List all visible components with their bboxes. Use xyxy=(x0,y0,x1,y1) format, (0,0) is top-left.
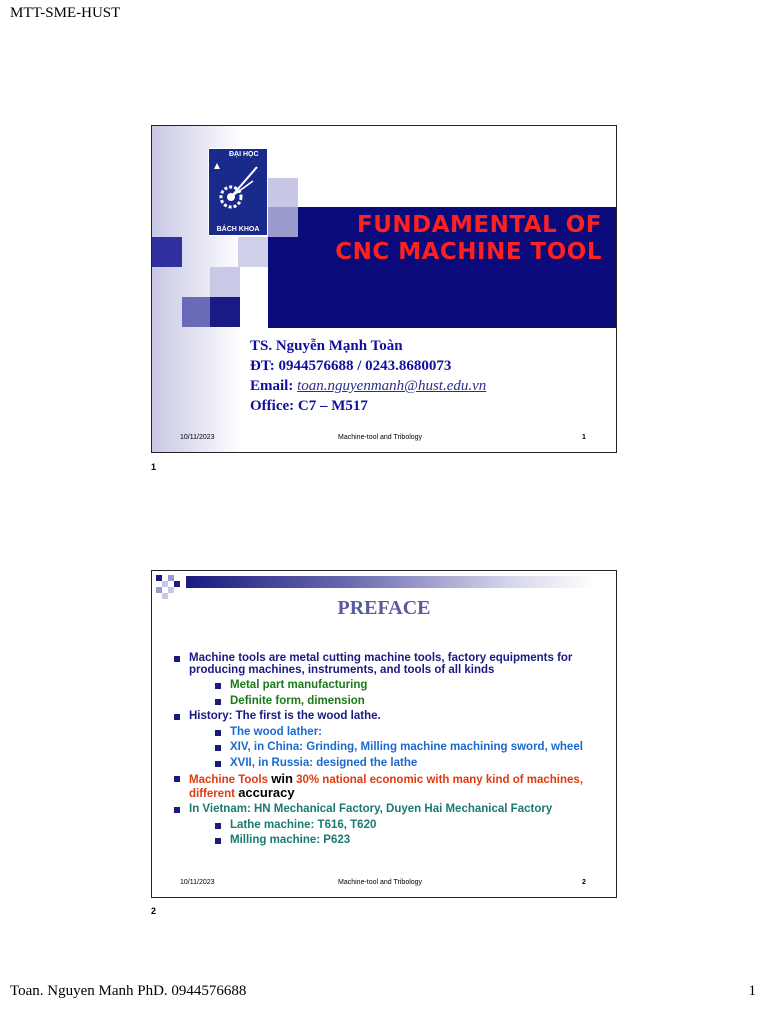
bullet-text: Lathe machine: T616, T620 xyxy=(230,818,377,831)
page-footer-author: Toan. Nguyen Manh PhD. 0944576688 xyxy=(10,983,247,999)
deco-square xyxy=(152,237,182,267)
bullet-icon xyxy=(215,699,221,705)
bullet-text: In Vietnam: HN Mechanical Factory, Duyen Hai Mechanical Factory xyxy=(189,803,553,815)
bullet-text: XIV, in China: Grinding, Milling machine machining sword, wheel xyxy=(230,741,583,753)
list-item xyxy=(213,835,602,847)
slide-title xyxy=(292,212,602,266)
bullet-text: Milling machine: P623 xyxy=(230,834,351,846)
bullet-text: 30% national economic with many kind of machines, different xyxy=(189,774,584,800)
bullet-text: Definite form, dimension xyxy=(230,694,365,707)
deco-square xyxy=(238,237,268,267)
slide-footer-date: 10/11/2023 xyxy=(180,879,215,886)
list-item xyxy=(172,773,602,800)
bullet-icon xyxy=(215,838,221,844)
list-item xyxy=(172,711,602,723)
slide-footer-number: 2 xyxy=(582,879,586,886)
slide-footer-number: 1 xyxy=(582,434,586,441)
phone: ĐT: 0944576688 / 0243.8680073 xyxy=(250,358,452,374)
university-logo xyxy=(208,148,268,236)
author-name: TS. Nguyễn Mạnh Toàn xyxy=(250,338,403,354)
bullet-icon xyxy=(174,776,180,782)
slide-caption-number: 2 xyxy=(151,906,157,916)
list-item xyxy=(172,653,602,676)
bullet-text: Machine Tools xyxy=(189,774,272,786)
slide-footer-center: Machine-tool and Tribology xyxy=(338,434,423,441)
slide-2 xyxy=(151,570,617,898)
list-item xyxy=(213,820,602,832)
office: Office: C7 – M517 xyxy=(250,398,368,414)
slide-title: PREFACE xyxy=(337,597,431,619)
list-item xyxy=(213,742,602,754)
bullet-list xyxy=(172,653,602,851)
logo-bottom-text: BÁCH KHOA xyxy=(216,226,260,233)
bullet-text-emphasis: win xyxy=(271,771,293,786)
bullet-text: Metal part manufacturing xyxy=(230,679,368,691)
deco-square xyxy=(182,297,210,327)
gear-icon xyxy=(213,161,263,217)
deco-square xyxy=(168,587,174,593)
list-item xyxy=(213,696,602,708)
bullet-text: History: The first is the wood lathe. xyxy=(189,710,381,722)
slide-footer-center: Machine-tool and Tribology xyxy=(338,879,423,886)
page-header: MTT-SME-HUST xyxy=(10,5,121,21)
bullet-icon xyxy=(215,730,221,736)
bullet-icon xyxy=(174,714,180,720)
header-bar xyxy=(186,576,596,588)
bullet-icon xyxy=(215,683,221,689)
list-item xyxy=(172,804,602,816)
email-row xyxy=(250,376,486,396)
slide-footer-date: 10/11/2023 xyxy=(180,434,215,441)
bullet-icon xyxy=(174,807,180,813)
deco-square xyxy=(210,267,240,297)
bullet-icon xyxy=(174,656,180,662)
deco-square xyxy=(268,178,298,208)
bullet-icon xyxy=(215,761,221,767)
deco-square xyxy=(174,581,180,587)
list-item xyxy=(213,727,602,739)
deco-square xyxy=(210,297,240,327)
slide-caption-number: 1 xyxy=(151,462,157,472)
list-item xyxy=(213,680,602,692)
email-link[interactable]: toan.nguyenmanh@hust.edu.vn xyxy=(297,378,487,394)
bullet-text: The wood lather: xyxy=(230,725,322,738)
bullet-text: Machine tools are metal cutting machine tools, factory equipments for producing machines, instruments, and tools of all kinds xyxy=(189,652,573,676)
bullet-icon xyxy=(215,745,221,751)
title-line-1: FUNDAMENTAL OF xyxy=(356,212,602,238)
page-footer-page-number: 1 xyxy=(748,983,756,999)
list-item xyxy=(213,758,602,770)
email-label: Email: xyxy=(250,378,294,394)
title-line-2: CNC MACHINE TOOL xyxy=(335,239,602,265)
bullet-icon xyxy=(215,823,221,829)
logo-top-text: ĐẠI HỌC xyxy=(229,151,259,158)
slide-1 xyxy=(151,125,617,453)
bullet-text: XVII, in Russia: designed the lathe xyxy=(230,756,418,769)
contact-block xyxy=(250,336,486,416)
bullet-text-emphasis: accuracy xyxy=(238,784,295,800)
